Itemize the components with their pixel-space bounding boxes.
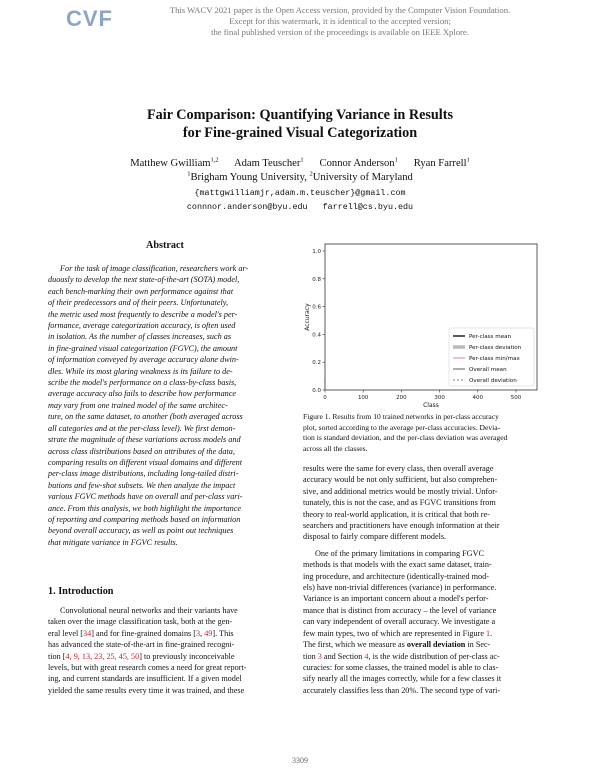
abstract-line: of reporting and comparing methods based on information: [48, 514, 241, 524]
intro-line: tion [4, 9, 13, 23, 25, 45, 50] to previously inconceivable: [48, 651, 235, 661]
body-line: One of the primary limitations in comparing FGVC: [315, 548, 484, 558]
author-name: Ryan Farrell: [413, 158, 467, 169]
body-line: ing procedure, and architecture (identically-trained mod-: [303, 571, 489, 581]
y-tick-label: 0.0: [312, 388, 321, 394]
abstract-line: beyond overall accuracy, as well as point out techniques: [48, 526, 234, 536]
abstract-line: ture, on the same dataset, to another (both averaged across: [48, 412, 243, 422]
abstract-line: all categories and at the per-class level). We first demon-: [48, 423, 236, 433]
abstract-line: may vary from one trained model of the same architec-: [48, 400, 228, 410]
y-tick-label: 0.4: [312, 332, 321, 339]
body-line: methods is that models with the exact same dataset, train-: [303, 560, 492, 570]
x-tick-label: 0: [323, 395, 327, 401]
author-emails-1: {mattgwilliamjr,adam.m.teuscher}@gmail.com: [194, 188, 406, 198]
y-tick-label: 0.6: [312, 304, 321, 311]
author-affiliation-mark: 1,2: [210, 156, 219, 164]
body-line: els) have non-trivial differences (variance) in performance.: [303, 583, 497, 593]
citation-link[interactable]: 34: [83, 628, 92, 638]
body-line: sify nearly all the images correctly, while for a few classes it: [303, 674, 502, 684]
affiliation: University of Maryland: [312, 172, 413, 183]
affiliation: Brigham Young University,: [190, 172, 310, 183]
intro-line: levels, but with great research comes a need for great report-: [48, 663, 247, 673]
x-axis-label: Class: [423, 402, 439, 409]
body-line: results were the same for every class, then overall average: [303, 464, 494, 473]
legend-label: Overall deviation: [469, 378, 517, 384]
author-list: [60, 157, 540, 170]
x-tick-label: 300: [434, 395, 445, 401]
cvf-logo: CVF: [66, 6, 113, 31]
intro-line: yielded the same results every time it was trained, and these: [48, 685, 245, 695]
author-name: Adam Teuscher: [233, 158, 301, 169]
watermark-line-3: the final published version of the proceedings is available on IEEE Xplore.: [211, 27, 469, 37]
figure-1-caption: [303, 412, 535, 454]
abstract-line: in fine-grained visual categorization (FGVC), the amount: [48, 343, 238, 353]
body-line: curacies: for some classes, the trained model is able to clas-: [303, 662, 499, 672]
author-affiliation-mark: 1: [300, 156, 304, 164]
abstract-line: comparing results on different visual domains and different: [48, 457, 242, 467]
abstract-line: of information conveyed by average accuracy alone dwin-: [48, 355, 239, 365]
legend-label: Per-class mean: [469, 334, 512, 340]
author-name: Matthew Gwilliam: [130, 158, 211, 169]
paper-title-line-2: for Fine-grained Visual Categorization: [182, 125, 418, 141]
body-line: few main types, two of which are represented in Figure 1.: [303, 628, 493, 638]
y-tick-label: 0.8: [312, 276, 321, 283]
watermark-line-2: Except for this watermark, it is identical to the accepted version;: [229, 16, 451, 26]
abstract-line: For the task of image classification, researchers work ar-: [60, 264, 249, 273]
abstract-line: each bench-marking their own performance against that: [48, 286, 234, 296]
body-line: tunately, this is not the case, and as FGVC transitions from: [303, 498, 496, 508]
citation-link[interactable]: 49: [204, 628, 213, 638]
abstract-heading: Abstract: [146, 240, 184, 251]
x-tick-label: 500: [510, 395, 522, 401]
author-affiliation-mark: 1: [394, 156, 398, 164]
intro-line: has advanced the state-of-the-art in fine-grained recogni-: [48, 640, 235, 650]
abstract-line: per-class image distributions, including long-tailed distri-: [48, 469, 239, 479]
abstract-line: the metric used most frequently to describe a model's per-: [48, 309, 238, 319]
intro-heading: 1. Introduction: [48, 586, 114, 597]
body-line: accurately classifies less than 20%. The second type of vari-: [303, 685, 501, 695]
abstract-line: butions and few-shot subsets. We then analyze the impact: [48, 480, 236, 490]
paper-title-line-1: Fair Comparison: Quantifying Variance in Results: [147, 107, 453, 123]
legend-label: Overall mean: [469, 367, 507, 373]
abstract-line: average accuracy also fails to describe how performance: [48, 389, 237, 399]
section-ref-link[interactable]: 3: [317, 651, 322, 661]
x-tick-label: 100: [357, 395, 369, 401]
section-ref-link[interactable]: 4: [364, 651, 369, 661]
author-affiliation-mark: 1: [466, 156, 470, 164]
abstract-line: various FGVC methods have on overall and per-class vari-: [48, 492, 243, 502]
abstract-line: of their predecessors and of their peers. Unfortunately,: [48, 298, 229, 308]
body-line: mance that is distinct from accuracy – the level of variance: [303, 605, 497, 615]
page-number: 3309: [292, 756, 308, 765]
y-axis-label: Accuracy: [304, 303, 311, 331]
author-emails-2: connnor.anderson@byu.edu farrell@cs.byu.edu: [186, 202, 414, 212]
citation-link[interactable]: 4, 9, 13, 23, 25, 45, 50: [65, 651, 140, 661]
y-tick-label: 0.2: [312, 360, 321, 367]
intro-line: Convolutional neural networks and their variants have: [60, 606, 238, 615]
x-tick-label: 400: [472, 395, 484, 401]
figure-ref-link[interactable]: 1: [486, 628, 491, 638]
body-line: accuracy would be not only sufficient, but also comprehen-: [303, 475, 498, 485]
legend-label: Per-class deviation: [469, 345, 522, 351]
body-line: tion 3 and Section 4, is the wide distribution of per-class ac-: [303, 651, 500, 661]
abstract-line: ance. From this analysis, we both highlight the importance: [48, 503, 241, 513]
body-line: can vary independent of overall accuracy. We investigate a: [303, 617, 496, 627]
body-line: The first, which we measure as overall deviation in Sec-: [303, 640, 491, 650]
intro-body: [48, 605, 282, 696]
abstract-line: formance, average categorization accuracy, is often used: [48, 321, 236, 331]
x-tick-label: 200: [396, 395, 407, 401]
intro-line: ing, and current standards are insufficient. If a given model: [48, 674, 242, 684]
affiliation-mark: 1: [187, 170, 191, 178]
citation-link[interactable]: 3: [196, 628, 201, 638]
body-line: disposal to fairly compare different models.: [303, 532, 447, 542]
caption-line: tion is standard deviation, and the per-class deviation was averaged: [303, 433, 508, 442]
right-column-body: [303, 463, 535, 696]
watermark-line-1: This WACV 2021 paper is the Open Access version, provided by the Computer Vision Foundation.: [169, 5, 511, 15]
chart-legend: [449, 328, 534, 386]
intro-line: taken over the image classification task, both at the gen-: [48, 617, 233, 627]
affiliations: [60, 171, 540, 184]
abstract-line: across class distributions based on attributes of the data,: [48, 446, 235, 456]
body-line: Variance is an important concern about a model's perfor-: [303, 594, 489, 604]
affiliation-mark: 2: [309, 170, 313, 178]
abstract-line: dles. While its most glaring weakness is its failure to de-: [48, 366, 233, 376]
legend-label: Per-class min/max: [469, 356, 520, 362]
abstract-body: [48, 263, 282, 548]
abstract-line: strate the magnitude of these variations across models and: [48, 435, 241, 445]
y-tick-label: 1.0: [312, 248, 321, 255]
body-line: searchers and practitioners have enough information at their: [303, 521, 500, 531]
abstract-line: scribe the model's performance on a class-by-class basis,: [48, 378, 237, 388]
intro-line: eral level [34] and for fine-grained domains [3, 49]. This: [48, 628, 234, 638]
abstract-line: that mitigate variance in FGVC results.: [48, 537, 178, 547]
body-line: theory to real-world application, it is critical that both re-: [303, 509, 490, 519]
caption-line: Figure 1. Results from 10 trained networks in per-class accuracy: [303, 412, 499, 421]
figure-1-chart: [303, 240, 541, 410]
body-line: sive, and additional metrics would be mostly trivial. Unfor-: [303, 486, 498, 496]
abstract-line: in isolation. As the number of classes increases, such as: [48, 332, 232, 342]
author-name: Connor Anderson: [319, 158, 395, 169]
abstract-line: duously to develop the next state-of-the-art (SOTA) model,: [48, 275, 240, 285]
caption-line: plot, sorted according to the average per-class accuracies. Devia-: [303, 422, 501, 432]
caption-line: across all the classes.: [303, 443, 368, 453]
